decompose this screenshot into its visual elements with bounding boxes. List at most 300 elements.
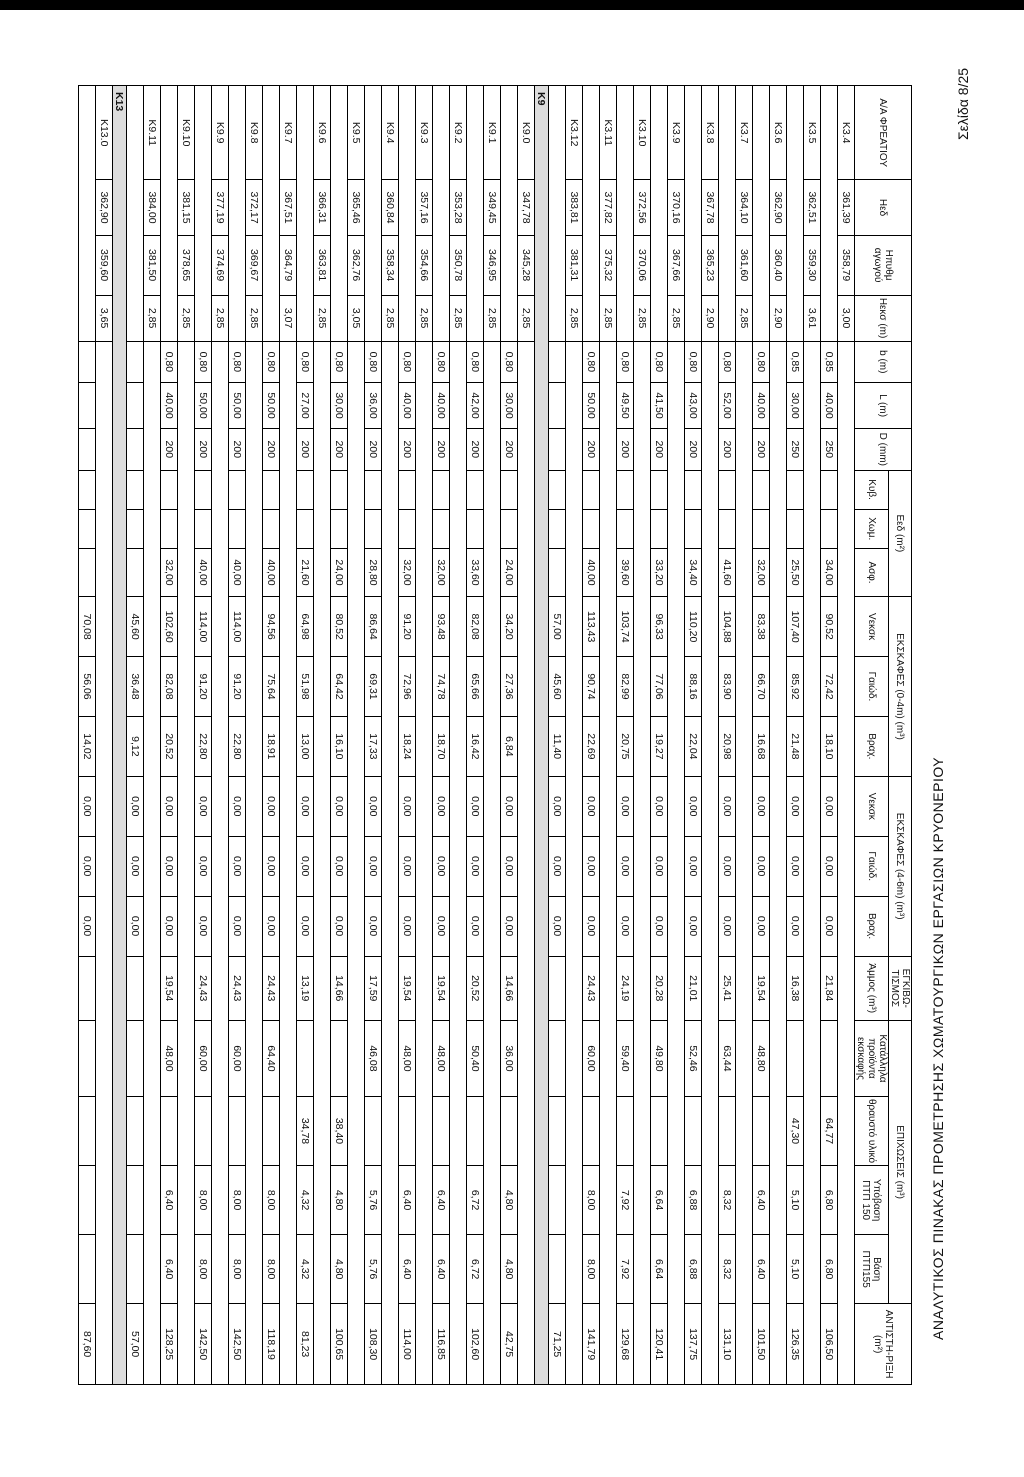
cell-am: 19,54	[399, 956, 416, 1020]
cell-r2: 0,00	[651, 896, 668, 956]
cell-asf: 32,00	[433, 548, 450, 596]
cell-id: Κ3.4	[838, 86, 855, 180]
cell-b: 0,85	[821, 341, 838, 382]
cell-hed: 362,90	[96, 180, 113, 235]
cell-yp: 7,92	[617, 1166, 634, 1235]
cell-va: 6,40	[161, 1235, 178, 1304]
empty-cell	[804, 341, 821, 1384]
cell-g1: 77,06	[651, 657, 668, 717]
cell-v1: 80,52	[331, 597, 348, 657]
cell-am: 24,43	[195, 956, 212, 1020]
cell-hed: 365,46	[348, 180, 365, 235]
cell-r1: 20,98	[719, 716, 736, 776]
cell-am: 25,41	[719, 956, 736, 1020]
cell-ka: 52,46	[685, 1020, 702, 1096]
segment-row	[753, 86, 770, 1385]
cell-asf: 24,00	[331, 548, 348, 596]
cell-id: Κ3.8	[702, 86, 719, 180]
cell-v2: 0,00	[161, 776, 178, 836]
cell-hx: 2,85	[450, 295, 467, 341]
cell-va: 6,88	[685, 1235, 702, 1304]
col-exc-0-4: ΕΚΣΚΑΦΕΣ (0-4m) (m³)	[889, 597, 912, 777]
empty-cell	[685, 86, 702, 342]
cell-id: Κ3.6	[770, 86, 787, 180]
cell-id: Κ9.7	[280, 86, 297, 180]
cell-yp: 8,00	[195, 1166, 212, 1235]
page-title: ΑΝΑΛΥΤΙΚΟΣ ΠΙΝΑΚΑΣ ΠΡΟΜΕΤΡΗΣΗΣ ΧΩΜΑΤΟΥΡΓΙΚΩΝ ΕΡΓΑΣΙΩΝ ΚΡΥΟΝΕΡΙΟΥ	[930, 756, 946, 1340]
cell-ka: 59,40	[617, 1020, 634, 1096]
segment-row	[263, 86, 280, 1385]
cell-hp: 363,81	[314, 235, 331, 295]
empty-cell	[79, 470, 96, 509]
cell-d: 200	[433, 429, 450, 470]
cell-v2: 0,00	[501, 776, 518, 836]
table-header	[855, 86, 912, 1385]
cell-ka	[297, 1020, 314, 1096]
cell-id: Κ9.0	[518, 86, 535, 180]
col-thrausto: θραυστό υλικό	[855, 1096, 889, 1165]
cell-yp: 8,00	[263, 1166, 280, 1235]
cell-an: 120,41	[651, 1304, 668, 1385]
empty-cell	[450, 341, 467, 1384]
cell-th	[79, 1096, 96, 1165]
cell-hed: 353,28	[450, 180, 467, 235]
empty-cell	[382, 341, 399, 1384]
empty-cell	[736, 341, 753, 1384]
cell-l	[79, 383, 96, 429]
cell-va	[79, 1235, 96, 1304]
cell-va: 4,80	[331, 1235, 348, 1304]
cell-r2: 0,00	[787, 896, 804, 956]
cell-g2: 0,00	[685, 836, 702, 896]
cell-r2: 0,00	[161, 896, 178, 956]
empty-cell	[297, 86, 314, 342]
empty-cell	[416, 341, 433, 1384]
cell-hx: 2,85	[566, 295, 583, 341]
cell-am	[79, 956, 96, 1020]
cell-g2: 0,00	[821, 836, 838, 896]
cell-g1: 27,36	[501, 657, 518, 717]
cell-hx: 2,85	[212, 295, 229, 341]
cell-th	[263, 1096, 280, 1165]
cell-ka: 50,40	[467, 1020, 484, 1096]
group-row	[113, 86, 127, 1385]
empty-cell	[685, 470, 702, 509]
empty-cell	[314, 341, 331, 1384]
cell-ka: 60,00	[229, 1020, 246, 1096]
cell-yp	[127, 1166, 144, 1235]
cell-yp: 6,40	[753, 1166, 770, 1235]
cell-v1: 91,20	[399, 597, 416, 657]
segment-row	[365, 86, 382, 1385]
cell-hed: 366,31	[314, 180, 331, 235]
cell-am: 24,43	[229, 956, 246, 1020]
cell-hp: 359,60	[96, 235, 113, 295]
cell-l: 41,50	[651, 383, 668, 429]
empty-cell	[549, 86, 566, 342]
cell-g1: 64,42	[331, 657, 348, 717]
cell-v2: 0,00	[297, 776, 314, 836]
cell-hx: 3,07	[280, 295, 297, 341]
cell-b: 0,80	[753, 341, 770, 382]
cell-g2: 0,00	[297, 836, 314, 896]
cell-v1: 114,00	[229, 597, 246, 657]
cell-d: 200	[365, 429, 382, 470]
cell-yp: 8,00	[583, 1166, 600, 1235]
cell-am	[549, 956, 566, 1020]
cell-r2: 0,00	[467, 896, 484, 956]
cell-asf: 24,00	[501, 548, 518, 596]
empty-cell	[518, 341, 535, 1384]
empty-cell	[127, 509, 144, 548]
manhole-row	[280, 86, 297, 1385]
cell-ka	[331, 1020, 348, 1096]
group-row	[535, 86, 549, 1385]
cell-ka	[821, 1020, 838, 1096]
cell-th: 38,40	[331, 1096, 348, 1165]
page-number: Σελίδα 8/25	[955, 67, 971, 140]
segment-row	[229, 86, 246, 1385]
cell-l: 49,50	[617, 383, 634, 429]
cell-r1: 17,33	[365, 716, 382, 776]
col-backfill: ΕΠΙΧΩΣΕΙΣ (m³)	[889, 1020, 912, 1303]
empty-cell	[127, 470, 144, 509]
cell-r1: 18,10	[821, 716, 838, 776]
cell-th	[651, 1096, 668, 1165]
cell-v1: 93,48	[433, 597, 450, 657]
cell-g2: 0,00	[617, 836, 634, 896]
cell-v1: 103,74	[617, 597, 634, 657]
cell-asf: 32,00	[399, 548, 416, 596]
cell-d: 200	[753, 429, 770, 470]
cell-g1: 51,98	[297, 657, 314, 717]
cell-g2: 0,00	[549, 836, 566, 896]
cell-b: 0,80	[399, 341, 416, 382]
cell-l: 50,00	[229, 383, 246, 429]
empty-cell	[583, 86, 600, 342]
cell-l: 52,00	[719, 383, 736, 429]
cell-r2: 0,00	[549, 896, 566, 956]
empty-cell	[770, 341, 787, 1384]
empty-cell	[583, 470, 600, 509]
cell-asf: 21,60	[297, 548, 314, 596]
cell-g2: 0,00	[127, 836, 144, 896]
manhole-row	[804, 86, 821, 1385]
cell-id: Κ3.10	[634, 86, 651, 180]
cell-hx: 2,85	[246, 295, 263, 341]
cell-r1: 18,91	[263, 716, 280, 776]
cell-am: 13,19	[297, 956, 314, 1020]
cell-v2: 0,00	[365, 776, 382, 836]
segment-row	[127, 86, 144, 1385]
cell-v1: 70,08	[79, 597, 96, 657]
empty-cell	[161, 470, 178, 509]
cell-r2: 0,00	[297, 896, 314, 956]
cell-hed: 364,10	[736, 180, 753, 235]
cell-hed: 384,00	[144, 180, 161, 235]
empty-cell	[229, 509, 246, 548]
segment-row	[685, 86, 702, 1385]
cell-d: 200	[229, 429, 246, 470]
cell-an: 137,75	[685, 1304, 702, 1385]
cell-asf: 40,00	[263, 548, 280, 596]
col-l: L (m)	[855, 383, 912, 429]
manhole-row	[668, 86, 685, 1385]
cell-hed: 349,45	[484, 180, 501, 235]
manhole-row	[634, 86, 651, 1385]
cell-id: Κ9.8	[246, 86, 263, 180]
manhole-row	[770, 86, 787, 1385]
empty-cell	[144, 341, 161, 1384]
col-asf: Ασφ.	[855, 548, 889, 596]
segment-row	[79, 86, 96, 1385]
cell-hed: 360,84	[382, 180, 399, 235]
empty-cell	[838, 341, 855, 1384]
cell-l: 50,00	[263, 383, 280, 429]
empty-cell	[651, 86, 668, 342]
cell-r2: 0,00	[399, 896, 416, 956]
cell-ka: 36,00	[501, 1020, 518, 1096]
cell-v1: 110,20	[685, 597, 702, 657]
table-body	[79, 86, 855, 1385]
empty-cell	[685, 509, 702, 548]
cell-hp: 374,69	[212, 235, 229, 295]
cell-ka: 48,00	[433, 1020, 450, 1096]
empty-cell	[753, 86, 770, 342]
cell-asf: 28,80	[365, 548, 382, 596]
col-id: Α/Α ΦΡΕΑΤΙΟΥ	[855, 86, 912, 180]
cell-hx: 2,85	[634, 295, 651, 341]
empty-cell	[297, 509, 314, 548]
cell-an: 71,25	[549, 1304, 566, 1385]
cell-hp: 358,34	[382, 235, 399, 295]
cell-hp: 360,40	[770, 235, 787, 295]
empty-cell	[467, 470, 484, 509]
col-suitable: Κατάλληλα προϊόντα εκσκαφής	[855, 1020, 889, 1096]
cell-b: 0,80	[331, 341, 348, 382]
cell-l: 40,00	[433, 383, 450, 429]
manhole-row	[702, 86, 719, 1385]
cell-va: 8,00	[229, 1235, 246, 1304]
empty-cell	[617, 86, 634, 342]
cell-d: 250	[821, 429, 838, 470]
cell-g1: 66,70	[753, 657, 770, 717]
cell-th: 34,78	[297, 1096, 314, 1165]
cell-asf: 33,20	[651, 548, 668, 596]
cell-r1: 22,04	[685, 716, 702, 776]
cell-id: Κ9.4	[382, 86, 399, 180]
cell-ka	[787, 1020, 804, 1096]
cell-ka	[127, 1020, 144, 1096]
cell-r1: 9,12	[127, 716, 144, 776]
cell-b: 0,80	[583, 341, 600, 382]
cell-hed: 381,15	[178, 180, 195, 235]
cell-r1: 11,40	[549, 716, 566, 776]
cell-hed: 361,39	[838, 180, 855, 235]
cell-r2: 0,00	[719, 896, 736, 956]
col-hed: Ηεδ	[855, 180, 912, 235]
empty-cell	[549, 509, 566, 548]
cell-l: 42,00	[467, 383, 484, 429]
empty-cell	[566, 341, 583, 1384]
cell-l: 50,00	[583, 383, 600, 429]
cell-hx: 2,85	[518, 295, 535, 341]
cell-id: Κ9.10	[178, 86, 195, 180]
col-vrax-1: Βραχ.	[855, 716, 889, 776]
cell-hx: 2,85	[314, 295, 331, 341]
manhole-row	[566, 86, 583, 1385]
cell-d: 200	[719, 429, 736, 470]
cell-hx: 2,85	[668, 295, 685, 341]
empty-cell	[229, 470, 246, 509]
cell-b: 0,80	[365, 341, 382, 382]
empty-cell	[161, 86, 178, 342]
cell-yp: 6,72	[467, 1166, 484, 1235]
empty-cell	[821, 470, 838, 509]
cell-va: 8,00	[583, 1235, 600, 1304]
cell-am: 20,52	[467, 956, 484, 1020]
cell-l: 40,00	[399, 383, 416, 429]
cell-yp: 6,40	[161, 1166, 178, 1235]
cell-th	[365, 1096, 382, 1165]
cell-asf: 33,60	[467, 548, 484, 596]
cell-va: 6,72	[467, 1235, 484, 1304]
cell-v2: 0,00	[549, 776, 566, 836]
cell-hp: 365,23	[702, 235, 719, 295]
col-hexc: Ηεκσ (m)	[855, 295, 912, 341]
empty-cell	[348, 341, 365, 1384]
cell-b: 0,80	[501, 341, 518, 382]
cell-v1: 45,60	[127, 597, 144, 657]
cell-va: 4,32	[297, 1235, 314, 1304]
cell-ka: 48,00	[161, 1020, 178, 1096]
manhole-row	[212, 86, 229, 1385]
cell-asf: 40,00	[583, 548, 600, 596]
cell-yp: 5,76	[365, 1166, 382, 1235]
cell-an: 102,60	[467, 1304, 484, 1385]
cell-v1: 96,33	[651, 597, 668, 657]
earthworks-table	[78, 85, 912, 1385]
cell-an: 128,25	[161, 1304, 178, 1385]
cell-hp: 350,78	[450, 235, 467, 295]
cell-asf: 41,60	[719, 548, 736, 596]
cell-r2: 0,00	[195, 896, 212, 956]
cell-am	[127, 956, 144, 1020]
manhole-row	[450, 86, 467, 1385]
cell-hx: 2,85	[382, 295, 399, 341]
cell-va: 6,40	[433, 1235, 450, 1304]
cell-va: 6,80	[821, 1235, 838, 1304]
segment-row	[651, 86, 668, 1385]
cell-hp: 367,66	[668, 235, 685, 295]
cell-r2: 0,00	[433, 896, 450, 956]
cell-d: 200	[583, 429, 600, 470]
cell-asf: 32,00	[753, 548, 770, 596]
cell-l: 36,00	[365, 383, 382, 429]
cell-g2: 0,00	[753, 836, 770, 896]
cell-ka: 48,00	[399, 1020, 416, 1096]
segment-row	[719, 86, 736, 1385]
cell-id: Κ9	[535, 86, 549, 1385]
cell-th	[127, 1096, 144, 1165]
cell-hp: 361,60	[736, 235, 753, 295]
cell-th	[467, 1096, 484, 1165]
cell-l: 40,00	[821, 383, 838, 429]
cell-l: 30,00	[787, 383, 804, 429]
empty-cell	[365, 470, 382, 509]
cell-l: 50,00	[195, 383, 212, 429]
cell-am: 21,84	[821, 956, 838, 1020]
cell-hed: 370,16	[668, 180, 685, 235]
cell-l: 30,00	[501, 383, 518, 429]
cell-g2: 0,00	[229, 836, 246, 896]
cell-am: 16,38	[787, 956, 804, 1020]
cell-an: 106,50	[821, 1304, 838, 1385]
cell-g1: 72,96	[399, 657, 416, 717]
cell-an: 142,50	[229, 1304, 246, 1385]
cell-hed: 372,56	[634, 180, 651, 235]
cell-v2: 0,00	[195, 776, 212, 836]
cell-b	[549, 341, 566, 382]
cell-v2: 0,00	[229, 776, 246, 836]
cell-g1: 83,90	[719, 657, 736, 717]
cell-v2: 0,00	[617, 776, 634, 836]
cell-yp	[79, 1166, 96, 1235]
empty-cell	[399, 509, 416, 548]
cell-b: 0,80	[263, 341, 280, 382]
cell-hp: 375,32	[600, 235, 617, 295]
cell-g2: 0,00	[79, 836, 96, 896]
cell-th: 64,77	[821, 1096, 838, 1165]
cell-yp: 6,80	[821, 1166, 838, 1235]
cell-v2: 0,00	[399, 776, 416, 836]
cell-g2: 0,00	[331, 836, 348, 896]
cell-hx: 2,85	[144, 295, 161, 341]
segment-row	[549, 86, 566, 1385]
cell-an: 118,19	[263, 1304, 280, 1385]
cell-d: 200	[685, 429, 702, 470]
segment-row	[297, 86, 314, 1385]
empty-cell	[365, 86, 382, 342]
empty-cell	[617, 509, 634, 548]
cell-v1: 104,88	[719, 597, 736, 657]
cell-ka	[79, 1020, 96, 1096]
cell-g1: 65,66	[467, 657, 484, 717]
cell-hx: 3,00	[838, 295, 855, 341]
cell-g1: 90,74	[583, 657, 600, 717]
cell-r1: 21,48	[787, 716, 804, 776]
col-gaiod-1: Γαιώδ.	[855, 657, 889, 717]
cell-g1: 72,42	[821, 657, 838, 717]
cell-r1: 20,52	[161, 716, 178, 776]
cell-id: Κ3.7	[736, 86, 753, 180]
empty-cell	[263, 470, 280, 509]
cell-an: 126,35	[787, 1304, 804, 1385]
cell-hed: 372,17	[246, 180, 263, 235]
cell-an: 57,00	[127, 1304, 144, 1385]
cell-r1: 22,80	[229, 716, 246, 776]
cell-v2: 0,00	[685, 776, 702, 836]
cell-g2: 0,00	[433, 836, 450, 896]
cell-r2: 0,00	[617, 896, 634, 956]
cell-id: Κ3.12	[566, 86, 583, 180]
cell-b: 0,80	[651, 341, 668, 382]
cell-hp: 370,06	[634, 235, 651, 295]
cell-r2: 0,00	[331, 896, 348, 956]
cell-ka	[549, 1020, 566, 1096]
cell-asf: 39,60	[617, 548, 634, 596]
cell-va: 8,00	[195, 1235, 212, 1304]
